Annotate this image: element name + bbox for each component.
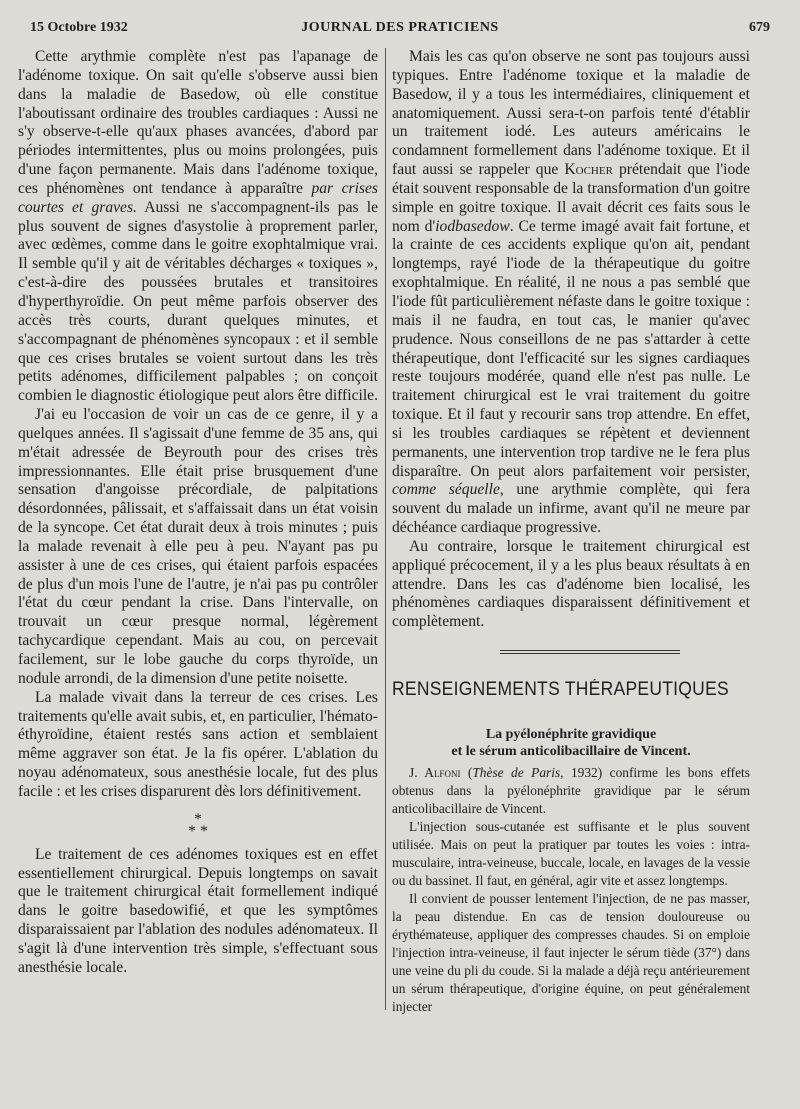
section-break-asterism: * * * bbox=[188, 810, 208, 840]
page-header bbox=[30, 20, 770, 40]
column-divider bbox=[385, 48, 386, 1010]
page-number: 679 bbox=[749, 20, 770, 35]
article-body bbox=[392, 764, 750, 1016]
paragraph: Au contraire, lorsque le traitement chirurgical est appliqué précocement, il y a les plus beaux résultats à en attendre. Dans les cas d'adénome bien localisé, les phénomènes cardiaques disparaissent définitivement et complètement. bbox=[392, 537, 750, 631]
paragraph: J. Alfoni (Thèse de Paris, 1932) confirme les bons effets obtenus dans la pyélonéphrite gravidique par le sérum anticolibacillaire de Vincent. bbox=[392, 765, 750, 817]
paragraph: L'injection sous-cutanée est suffisante et le plus souvent utilisée. Mais on peut la pratiquer par toutes les voies : intra-musculaire, intra-veineuse, buccale, locale, en lavages de la vessie ou du bassinet. Il faut, en général, agir vite et assez longtemps. bbox=[392, 819, 750, 889]
section-title: RENSEIGNEMENTS THÉRAPEUTIQUES bbox=[392, 679, 729, 701]
journal-title: JOURNAL DES PRATICIENS bbox=[301, 20, 499, 35]
issue-date: 15 Octobre 1932 bbox=[30, 20, 128, 35]
article-title: La pyélonéphrite gravidique et le sérum anticolibacillaire de Vincent. bbox=[451, 727, 691, 760]
paragraph: Le traitement de ces adénomes toxiques est en effet essentiellement chirurgical. Depuis longtemps on savait que le traitement chirurgical était formellement indiqué dans le goitre basedowifié, et que les symptômes disparaissaient par l'ablation des nodules adénomateux. Il s'agit là d'une intervention très simple, s'effectuant sous anesthésie locale. bbox=[18, 845, 378, 976]
paragraph: J'ai eu l'occasion de voir un cas de ce genre, il y a quelques années. Il s'agissait d'une femme de 35 ans, qui m'était adressée de Beyrouth pour des crises très impressionnantes. Elle était prise brusquement d'une sensation d'angoisse précordiale, de palpitations désordonnées, pâlissait, et s'affaissait dans un état voisin de la syncope. Cet état durait deux à trois minutes ; puis la malade revenait à elle peu à peu. N'ayant pas pu assister à une de ces crises, qui étaient parfois espacées de plus d'un mois l'une de l'autre, je n'ai pas pu contrôler l'état du cœur pendant la crise. Dans l'intervalle, on trouvait un cœur presque normal, légèrement tachycardique cependant. Mais au cou, on percevait facilement, sur le lobe gauche du corps thyroïde, un nodule arrondi, de la dimension d'une petite noisette. bbox=[18, 406, 378, 687]
paragraph: Il convient de pousser lentement l'injection, de ne pas masser, la peau distendue. En cas de tension douloureuse ou érythémateuse, appliquer des compresses chaudes. Si on emploie l'injection intra-veineuse, il faut injecter le sérum tiède (37°) dans une veine du pli du coude. Si la malade a déjà reçu antérieurement un sérum thérapeutique, d'origine équine, on peut généralement injecter bbox=[392, 891, 750, 1015]
paragraph: Cette arythmie complète n'est pas l'apanage de l'adénome toxique. On sait qu'elle s'observe aussi bien dans la maladie de Basedow, où elle constitue l'aboutissant ordinaire des troubles cardiaques : Aussi ne s'y observe-t-elle qu'aux phases avancées, d'abord par périodes intermittentes, plus ou moins prolongées, puis d'une façon permanente. Mais dans l'adénome toxique, ces phénomènes ont tendance à apparaître par crises courtes et graves. Aussi ne s'accompagnent-ils pas le plus souvent de signes d'asystolie à proprement parler, avec œdèmes, comme dans le goitre exophtalmique vrai. Il semble qu'il y ait de véritables décharges « toxiques », c'est-à-dire des poussées brutales et transitoires d'hyperthyroïdie. On peut même parfois observer des accès très courts, durant quelques minutes, et s'accompagnant de phénomènes syncopaux : et il semble que ces crises brutales se voient surtout dans les très petits adénomes, difficilement palpables ; on conçoit combien le diagnostic étiologique peut alors être difficile. bbox=[18, 48, 378, 405]
paragraph: La malade vivait dans la terreur de ces crises. Les traitements qu'elle avait subis, et, en particulier, l'hémato-éthyroïdine, étaient restés sans action et semblaient même aggraver son état. Je la fis opérer. L'ablation du noyau adénomateux, sous anesthésie locale, fut des plus facile : et les crises disparurent dès lors définitivement. bbox=[18, 688, 378, 800]
right-column bbox=[392, 48, 750, 1016]
divider bbox=[500, 650, 680, 654]
paragraph: Mais les cas qu'on observe ne sont pas toujours aussi typiques. Entre l'adénome toxique et la maladie de Basedow, il y a tous les intermédiaires, cliniquement et anatomiquement. Aussi sera-t-on parfois tenté d'établir un traitement iodé. Les auteurs américains le condamnent formellement dans l'adénome toxique. Et il faut aussi se rappeler que Kocher prétendait que l'iode était souvent responsable de la transformation d'un goitre simple en goitre toxique. Il avait décrit ces faits sous le nom d'iodbasedow. Ce terme imagé avait fait fortune, et la crainte de ces accidents explique qu'on ait, pendant longtemps, rayé l'iode de la thérapeutique du goitre exophtalmique. En réalité, il ne nous a pas semblé que l'iode fût particulièrement néfaste dans le goitre toxique : mais il ne faudra, en tout cas, le manier qu'avec prudence. Nous conseillons de ne pas s'attarder à cette thérapeutique, dont l'efficacité sur les signes cardiaques reste toujours modérée, quand elle n'est pas nulle. Le traitement chirurgical est le vrai traitement du goitre toxique. Et il faut y recourir sans trop attendre. En effet, si les troubles cardiaques se répètent et deviennent permanents, une intervention trop tardive ne le fera plus disparaître. On peut alors parfaitement voir persister, comme séquelle, une arythmie complète, qui fera souvent du malade un infirme, avant qu'il ne meure par déchéance cardiaque progressive. bbox=[392, 48, 751, 537]
left-column bbox=[18, 48, 378, 978]
